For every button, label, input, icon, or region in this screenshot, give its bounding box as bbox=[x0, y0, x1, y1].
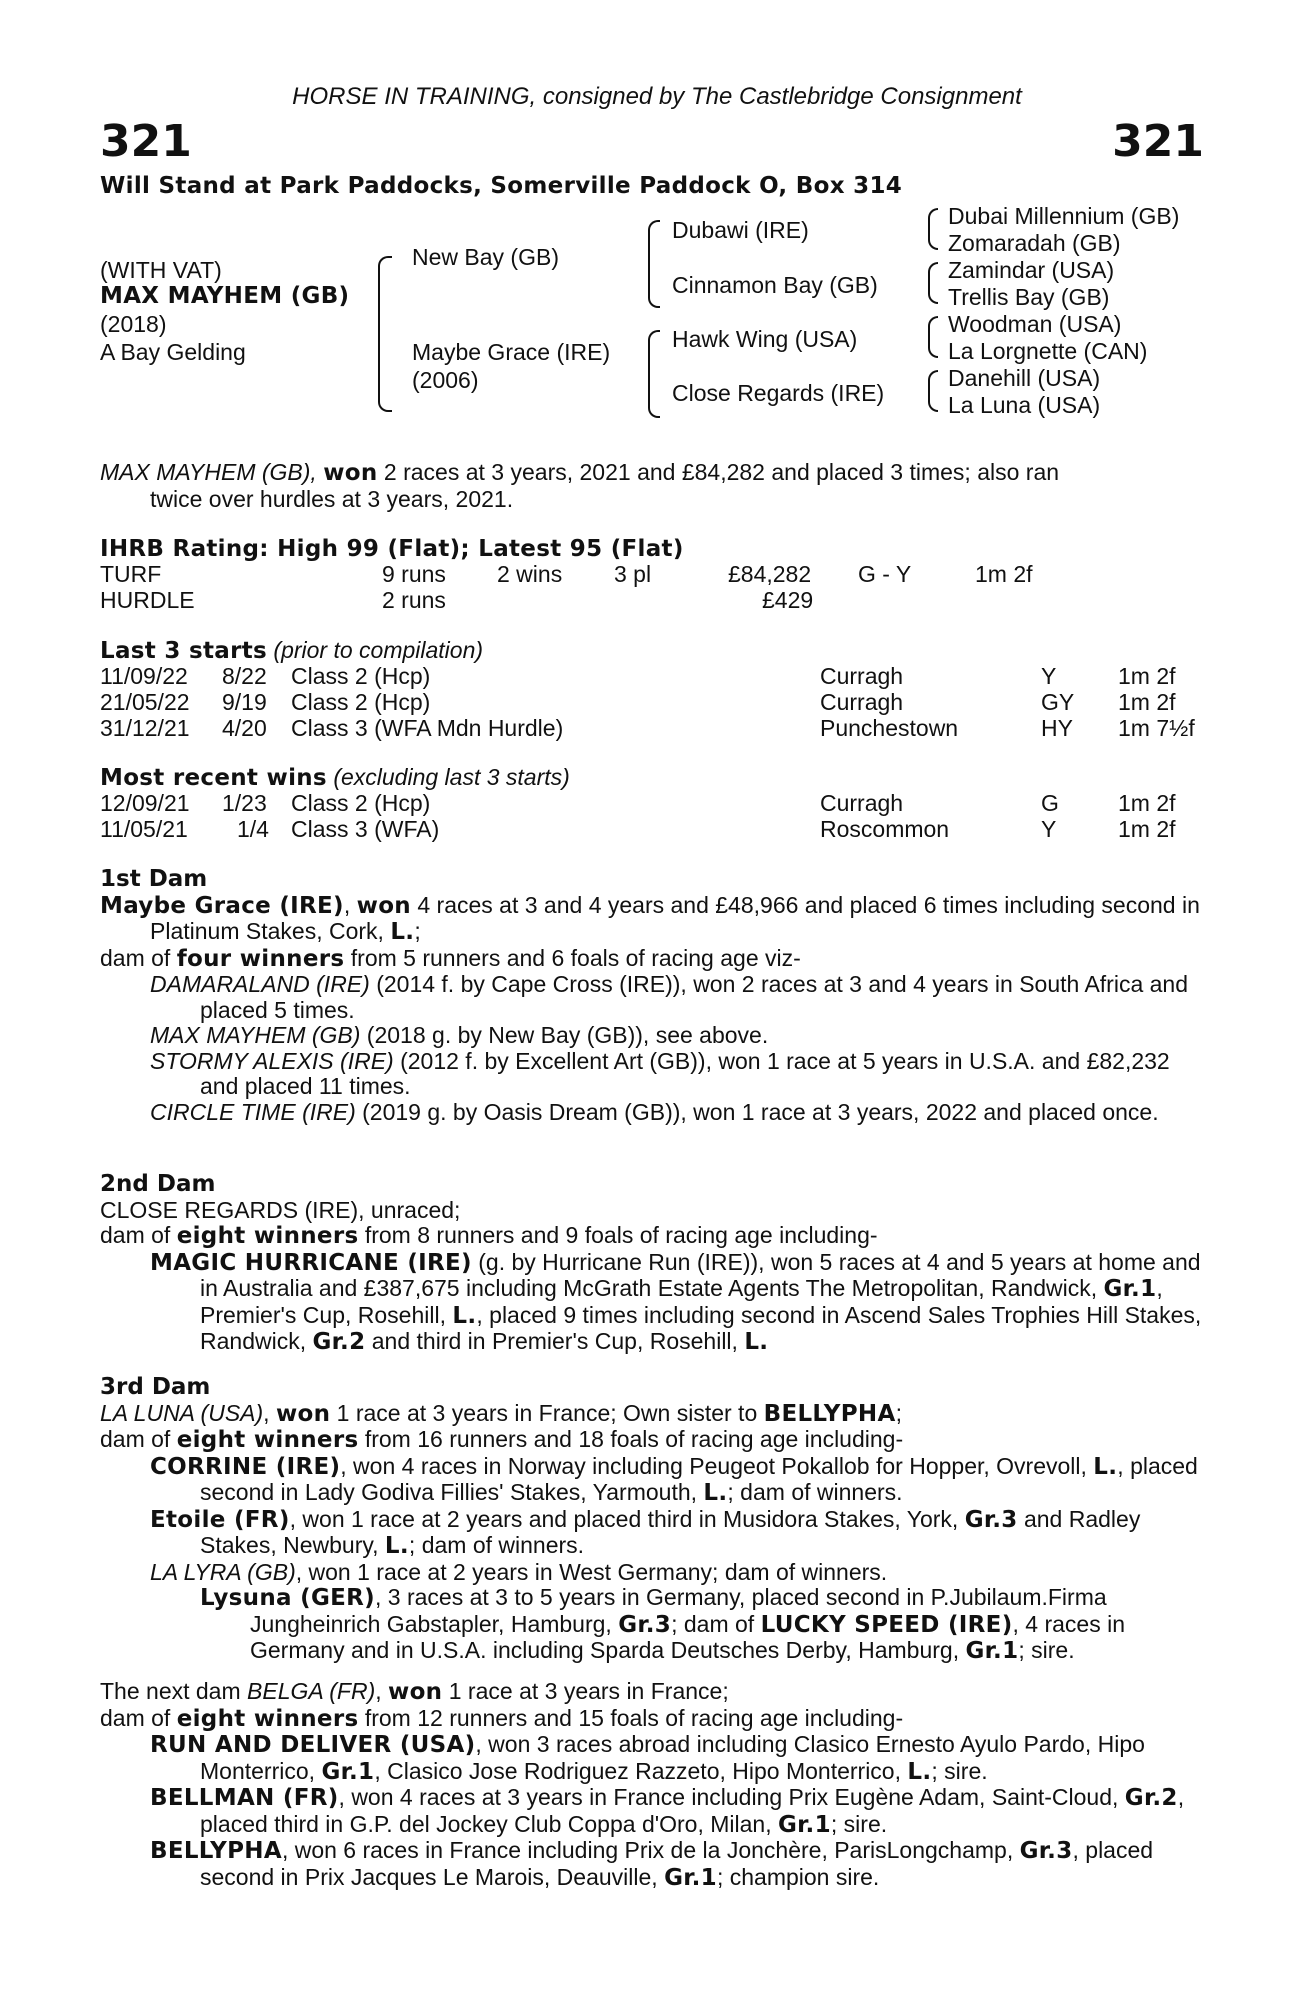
pedigree-brace-main bbox=[378, 256, 392, 412]
pedigree-brace-4a bbox=[928, 208, 938, 250]
text: (2012 f. by Excellent Art (GB)), won 1 race at 5 years in U.S.A. and £82,232 and placed 11 times. bbox=[200, 1047, 1170, 1099]
last-starts-title: Last 3 starts bbox=[100, 638, 268, 664]
race-course: Curragh bbox=[820, 790, 904, 816]
text: , 3 races at 3 to 5 years in Germany, placed second in P.Jubilaum.Firma Jungheinrich Gabstapler, Hamburg, bbox=[250, 1584, 1107, 1637]
group-label: Gr.1 bbox=[778, 1811, 831, 1838]
second-dam-section bbox=[100, 1172, 1204, 1356]
progeny-name: BELLYPHA bbox=[150, 1838, 282, 1864]
gg-dam-1: Zomaradah (GB) bbox=[948, 230, 1121, 256]
gg-dam-3: La Lorgnette (CAN) bbox=[948, 338, 1148, 364]
recent-wins-note: (excluding last 3 starts) bbox=[326, 764, 570, 790]
recent-wins-heading bbox=[100, 765, 570, 792]
text: dam of bbox=[100, 1222, 177, 1248]
race-class: Class 2 (Hcp) bbox=[291, 790, 431, 816]
progeny-name: CORRINE (IRE) bbox=[150, 1453, 341, 1480]
text: , Clasico Jose Rodriguez Razzeto, Hipo Monterrico, bbox=[374, 1757, 908, 1784]
text: (2014 f. by Cape Cross (IRE)), won 2 races at 3 and 4 years in South Africa and placed 5 times. bbox=[200, 971, 1188, 1023]
won-label: won bbox=[356, 892, 411, 919]
progeny-item bbox=[100, 1507, 1204, 1560]
gg-sire-3: Woodman (USA) bbox=[948, 311, 1122, 337]
group-label: Gr.3 bbox=[1019, 1838, 1073, 1864]
dam-name: Maybe Grace (IRE) bbox=[412, 339, 611, 365]
race-class: Class 3 (WFA) bbox=[291, 816, 440, 842]
dam-name-italic: BELGA (FR) bbox=[247, 1678, 376, 1704]
race-course: Curragh bbox=[820, 663, 904, 689]
recent-wins-title: Most recent wins bbox=[100, 765, 327, 791]
winners-count: eight winners bbox=[176, 1223, 359, 1249]
sire-dam: Cinnamon Bay (GB) bbox=[672, 272, 878, 298]
race-position: 9/19 bbox=[222, 689, 267, 715]
progeny-name: Lysuna (GER) bbox=[200, 1585, 375, 1611]
race-distance: 1m 2f bbox=[1118, 689, 1176, 715]
progeny-item bbox=[100, 1585, 1204, 1665]
race-date: 31/12/21 bbox=[100, 715, 190, 741]
dam-year: (2006) bbox=[412, 367, 479, 393]
rating-wins: 2 wins bbox=[497, 561, 563, 587]
text: ; sire. bbox=[830, 1810, 888, 1837]
progeny-name: MAGIC HURRICANE (IRE) bbox=[150, 1249, 472, 1276]
listed-label: L. bbox=[907, 1758, 932, 1785]
rating-runs: 9 runs bbox=[382, 561, 446, 587]
progeny-item bbox=[100, 1732, 1204, 1785]
won-label: won bbox=[388, 1679, 443, 1705]
rating-type: HURDLE bbox=[100, 587, 195, 613]
text: , won 1 race at 2 years and placed third in Musidora Stakes, York, bbox=[289, 1505, 965, 1532]
race-course: Roscommon bbox=[820, 816, 950, 842]
dam-name-bold: Maybe Grace (IRE) bbox=[100, 892, 344, 919]
pedigree-brace-dam bbox=[648, 330, 660, 418]
race-distance: 1m 2f bbox=[1118, 816, 1176, 842]
dam-of-line bbox=[100, 946, 1204, 973]
race-course: Punchestown bbox=[820, 715, 959, 741]
dam-of-line bbox=[100, 1427, 1204, 1454]
progeny-name: DAMARALAND (IRE) bbox=[150, 971, 370, 997]
listed-label: L. bbox=[1093, 1453, 1118, 1480]
catalogue-header: HORSE IN TRAINING, consigned by The Castlebridge Consignment bbox=[292, 83, 1022, 110]
race-date: 12/09/21 bbox=[100, 790, 190, 816]
text: (g. by Hurricane Run (IRE)), won 5 races at 4 and 5 years at home and in Australia and £387,675 including McGrath Estate Agents The Metropolitan, Randwick, bbox=[200, 1248, 1201, 1301]
progeny-item bbox=[100, 1049, 1204, 1100]
progeny-name: CIRCLE TIME (IRE) bbox=[150, 1098, 356, 1125]
horse-name: MAX MAYHEM (GB) bbox=[100, 283, 350, 309]
text: from 8 runners and 9 foals of racing age including- bbox=[358, 1222, 878, 1248]
gg-dam-4: La Luna (USA) bbox=[948, 392, 1101, 418]
progeny-name: STORMY ALEXIS (IRE) bbox=[150, 1047, 394, 1074]
text: , placed second in Prix Jacques Le Marois, Deauville, bbox=[200, 1837, 1154, 1890]
text: , won 1 race at 2 years in West Germany; dam of winners. bbox=[295, 1558, 888, 1585]
text: ; champion sire. bbox=[716, 1863, 880, 1890]
text: ; dam of bbox=[671, 1610, 761, 1637]
pedigree-brace-4b bbox=[928, 262, 938, 304]
text: dam of bbox=[100, 1704, 177, 1731]
last-starts-note: (prior to compilation) bbox=[267, 637, 484, 663]
text: , placed third in G.P. del Jockey Club Coppa d'Oro, Milan, bbox=[200, 1784, 1185, 1837]
gg-sire-4: Danehill (USA) bbox=[948, 365, 1101, 391]
listed-label: L. bbox=[390, 919, 415, 945]
rating-distance: 1m 2f bbox=[975, 561, 1033, 587]
progeny-name: LA LYRA (GB) bbox=[150, 1558, 296, 1585]
text: , bbox=[343, 891, 357, 918]
text: , 4 races in Germany and in U.S.A. including Sparda Deutsches Derby, Hamburg, bbox=[250, 1610, 1126, 1663]
group-label: Gr.2 bbox=[312, 1329, 366, 1355]
summary-horse-name: MAX MAYHEM (GB), bbox=[100, 459, 317, 485]
dam-sire: Hawk Wing (USA) bbox=[672, 326, 858, 352]
text: , won 4 races at 3 years in France including Prix Eugène Adam, Saint-Cloud, bbox=[338, 1784, 1125, 1810]
won-label: won bbox=[275, 1400, 331, 1427]
section-heading: 1st Dam bbox=[100, 866, 208, 892]
race-position: 1/23 bbox=[222, 790, 267, 816]
progeny-name: Etoile (FR) bbox=[150, 1506, 290, 1533]
sister-name: BELLYPHA bbox=[763, 1400, 896, 1427]
text: 1 race at 3 years in France; bbox=[442, 1678, 729, 1704]
text: ; bbox=[895, 1399, 902, 1426]
listed-label: L. bbox=[452, 1302, 477, 1329]
text: 4 races at 3 and 4 years and £48,966 and placed 6 times including second in Platinum Stakes, Cork, bbox=[150, 891, 1200, 944]
winners-count: eight winners bbox=[176, 1705, 359, 1732]
text: ; dam of winners. bbox=[408, 1532, 585, 1558]
summary-won: won bbox=[323, 460, 378, 486]
progeny-item bbox=[100, 1023, 1204, 1049]
first-dam-section bbox=[100, 867, 1204, 1125]
dam-name-italic: LA LUNA (USA) bbox=[100, 1399, 264, 1426]
text: from 16 runners and 18 foals of racing age including- bbox=[358, 1426, 904, 1452]
rating-going: G - Y bbox=[858, 561, 912, 587]
text: ; sire. bbox=[1018, 1637, 1075, 1663]
race-position: 8/22 bbox=[222, 663, 267, 689]
lot-number-left: 321 bbox=[100, 116, 192, 167]
text: , won 6 races in France including Prix de la Jonchère, ParisLongchamp, bbox=[281, 1837, 1020, 1863]
next-dam-section bbox=[100, 1679, 1204, 1891]
text: , placed second in Lady Godiva Fillies' Stakes, Yarmouth, bbox=[200, 1452, 1198, 1505]
text: (2018 g. by New Bay (GB)), see above. bbox=[360, 1022, 769, 1048]
third-dam-section bbox=[100, 1375, 1204, 1665]
dam-dam: Close Regards (IRE) bbox=[672, 380, 885, 406]
race-date: 21/05/22 bbox=[100, 689, 190, 715]
dam-record bbox=[100, 1401, 1204, 1428]
pedigree-brace-4c bbox=[928, 316, 938, 358]
rating-runs: 2 runs bbox=[382, 587, 446, 613]
last-starts-heading bbox=[100, 638, 483, 665]
race-position: 4/20 bbox=[222, 715, 267, 741]
progeny-item bbox=[100, 972, 1204, 1023]
race-date: 11/05/21 bbox=[100, 816, 188, 842]
text: , Premier's Cup, Rosehill, bbox=[200, 1275, 1163, 1328]
rating-prize: £84,282 bbox=[728, 561, 812, 587]
progeny-name: MAX MAYHEM (GB) bbox=[150, 1022, 361, 1048]
rating-title: IHRB Rating: High 99 (Flat); Latest 95 (Flat) bbox=[100, 536, 684, 562]
listed-label: L. bbox=[703, 1480, 728, 1506]
rating-type: TURF bbox=[100, 561, 162, 587]
stand-location: Will Stand at Park Paddocks, Somerville Paddock O, Box 314 bbox=[100, 173, 903, 199]
sire-sire: Dubawi (IRE) bbox=[672, 217, 809, 243]
race-class: Class 2 (Hcp) bbox=[291, 663, 431, 689]
race-going: Y bbox=[1041, 663, 1057, 689]
winners-count: eight winners bbox=[176, 1427, 359, 1453]
race-distance: 1m 7½f bbox=[1118, 715, 1195, 741]
progeny-name: RUN AND DELIVER (USA) bbox=[150, 1732, 476, 1758]
progeny-name: LUCKY SPEED (IRE) bbox=[760, 1611, 1013, 1638]
sire-name: New Bay (GB) bbox=[412, 244, 559, 270]
dam-record: CLOSE REGARDS (IRE), unraced; bbox=[100, 1196, 461, 1223]
pedigree-brace-sire bbox=[648, 220, 660, 308]
text: , won 4 races in Norway including Peugeot Pokallob for Hopper, Ovrevoll, bbox=[340, 1452, 1094, 1479]
race-going: G bbox=[1041, 790, 1059, 816]
gg-sire-1: Dubai Millennium (GB) bbox=[948, 203, 1180, 229]
text: ; dam of winners. bbox=[727, 1479, 903, 1505]
progeny-item bbox=[100, 1454, 1204, 1507]
race-class: Class 3 (WFA Mdn Hurdle) bbox=[291, 715, 564, 741]
text: and Radley Stakes, Newbury, bbox=[200, 1505, 1141, 1558]
text: from 12 runners and 15 foals of racing age including- bbox=[358, 1704, 904, 1731]
group-label: Gr.3 bbox=[964, 1506, 1018, 1533]
race-class: Class 2 (Hcp) bbox=[291, 689, 431, 715]
dam-record bbox=[100, 893, 1204, 946]
rating-prize: £429 bbox=[762, 587, 814, 613]
section-heading: 2nd Dam bbox=[100, 1171, 216, 1197]
group-label: Gr.2 bbox=[1124, 1785, 1178, 1811]
progeny-item bbox=[100, 1250, 1204, 1356]
text: ; sire. bbox=[931, 1757, 988, 1784]
progeny-item bbox=[100, 1785, 1204, 1838]
horse-year: (2018) bbox=[100, 311, 167, 337]
vat-note: (WITH VAT) bbox=[100, 257, 222, 283]
group-label: Gr.1 bbox=[965, 1638, 1019, 1664]
text: and third in Premier's Cup, Rosehill, bbox=[365, 1328, 745, 1354]
race-going: Y bbox=[1041, 816, 1057, 842]
race-going: HY bbox=[1041, 715, 1073, 741]
race-course: Curragh bbox=[820, 689, 904, 715]
text: , placed 9 times including second in Ascend Sales Trophies Hill Stakes, Randwick, bbox=[200, 1301, 1202, 1354]
summary-text-2: twice over hurdles at 3 years, 2021. bbox=[150, 485, 514, 512]
text: from 5 runners and 6 foals of racing age viz- bbox=[344, 944, 801, 971]
race-summary bbox=[100, 460, 1254, 512]
race-position: 1/4 bbox=[237, 816, 269, 842]
listed-label: L. bbox=[744, 1329, 769, 1355]
listed-label: L. bbox=[384, 1533, 409, 1559]
race-going: GY bbox=[1041, 689, 1075, 715]
section-heading: 3rd Dam bbox=[100, 1374, 211, 1400]
horse-description: A Bay Gelding bbox=[100, 339, 246, 365]
text: dam of bbox=[100, 944, 177, 971]
winners-count: four winners bbox=[176, 945, 345, 972]
progeny-item bbox=[100, 1838, 1204, 1891]
progeny-item bbox=[100, 1100, 1204, 1126]
text: 1 race at 3 years in France; Own sister to bbox=[330, 1399, 764, 1426]
text: ; bbox=[414, 918, 421, 944]
text: , bbox=[263, 1399, 276, 1426]
text: The next dam bbox=[100, 1678, 248, 1704]
race-distance: 1m 2f bbox=[1118, 663, 1176, 689]
dam-record bbox=[100, 1679, 1204, 1706]
gg-dam-2: Trellis Bay (GB) bbox=[948, 284, 1110, 310]
pedigree-brace-4d bbox=[928, 370, 938, 412]
text: dam of bbox=[100, 1426, 177, 1452]
group-label: Gr.1 bbox=[1103, 1276, 1157, 1302]
lot-number-right: 321 bbox=[1112, 116, 1204, 167]
text: , won 3 races abroad including Clasico Ernesto Ayulo Pardo, Hipo Monterrico, bbox=[200, 1731, 1145, 1784]
dam-of-line bbox=[100, 1223, 1204, 1250]
summary-text: 2 races at 3 years, 2021 and £84,282 and placed 3 times; also ran bbox=[377, 459, 1060, 485]
group-label: Gr.1 bbox=[321, 1758, 375, 1785]
race-date: 11/09/22 bbox=[100, 663, 188, 689]
rating-placed: 3 pl bbox=[614, 561, 652, 587]
text: (2019 g. by Oasis Dream (GB)), won 1 race at 3 years, 2022 and placed once. bbox=[355, 1098, 1159, 1125]
text: , bbox=[375, 1678, 389, 1704]
progeny-item bbox=[100, 1560, 1204, 1586]
progeny-name: BELLMAN (FR) bbox=[150, 1785, 339, 1811]
race-distance: 1m 2f bbox=[1118, 790, 1176, 816]
group-label: Gr.1 bbox=[664, 1864, 717, 1891]
dam-of-line bbox=[100, 1706, 1204, 1733]
gg-sire-2: Zamindar (USA) bbox=[948, 257, 1115, 283]
group-label: Gr.3 bbox=[618, 1611, 672, 1638]
